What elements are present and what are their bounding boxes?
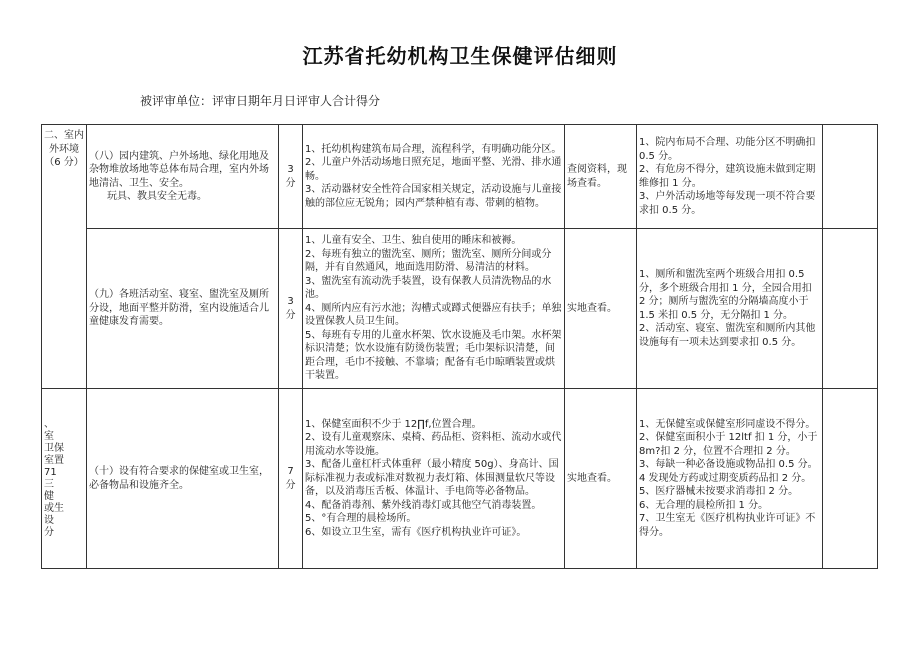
requirement-line: 2、设有儿童观察床、桌椅、药品柜、资料柜、流动水或代用流动水等设施。 [305,432,562,457]
score-cell: 3 分 [279,229,303,389]
table-row [42,229,878,389]
requirement-line: 2、儿童户外活动场地日照充足，地面平整、光滑、排水通畅。 [305,157,562,182]
requirement-line: 3、活动器材安全性符合国家相关规定，活动设施与儿童接触的部位应无锐角；园内严禁种植有毒、带刺的植物。 [305,184,562,209]
category-fragment: 71 [44,466,57,478]
deduction-line: 1、院内布局不合理、功能分区不明确扣 0.5 分。 [639,137,816,162]
deduction-cell [637,229,823,389]
requirement-line: 5、每班有专用的儿童水杯架、饮水设施及毛巾架。水杯架标识清楚；饮水设施有防烫伤装置；毛巾架标识清楚，间距合理，毛巾不接触、不靠墙；配备有毛巾晾晒装置或烘干装置。 [305,329,562,382]
requirement-line: 1、儿童有安全、卫生、独自使用的睡床和被褥。 [305,235,522,247]
requirement-line: 5、°有合理的晨检场所。 [305,513,417,525]
category-fragment: 、 [44,418,54,430]
item-cell [87,389,279,569]
item-text: （九）各班活动室、寝室、盥洗室及厕所分设，地面平整并防滑，室内设施适合儿童健康发育需要。 [89,289,269,328]
deduction-line: 1、厕所和盥洗室两个班级合用扣 0.5 分，多个班级合用扣 1 分，全园合用扣 2 分；厕所与盥洗室的分隔墙高度小于 1.5 米扣 0.5 分，无分隔扣 1 分。 [639,269,812,321]
requirement-line: 1、保健室面积不少于 12∏f,位置合理。 [305,418,482,430]
score-cell: 3 分 [279,125,303,229]
category-line: 外环境 [49,143,79,155]
score-result-cell [823,389,878,569]
method-cell: 实地查看。 [565,229,637,389]
category-line: 二、室内 [44,130,84,141]
score-result-cell [823,229,878,389]
score-cell: 7 分 [279,389,303,569]
document-title: 江苏省托幼机构卫生保健评估细则 [302,44,618,68]
category-line: （6 分） [44,157,84,168]
category-cell-health-room [42,389,87,569]
category-fragment: 健 [44,490,54,502]
item-cell [87,125,279,229]
category-fragment: 室置 [44,454,64,466]
category-fragment: 室 [44,430,54,442]
deduction-line: 2、保健室面积小于 12ltf 扣 1 分，小于 8m?扣 2 分，位置不合理扣 2 分。 [639,432,818,457]
category-cell-environment [42,125,87,389]
method-cell: 实地查看。 [565,389,637,569]
deduction-line: 6、无合理的晨检所扣 1 分。 [639,499,769,511]
deduction-line: 2、有危房不得分，建筑设施未做到定期维修扣 1 分。 [639,164,816,189]
requirement-line: 3、盥洗室有流动洗手装置，设有保教人员清洗物品的水池。 [305,275,552,301]
requirement-line: 6、如设立卫生室，需有《医疗机构执业许可证》。 [305,526,527,538]
category-fragment: 设 [44,514,54,526]
requirement-line: 4、厕所内应有污水池；沟槽式或蹲式便器应有扶手；单独设置保教人员卫生间。 [305,302,562,328]
requirements-cell [303,125,565,229]
requirement-line: 2、每班有独立的盥洗室、厕所；盥洗室、厕所分间或分隔，并有自然通风，地面选用防滑、易清洁的材料。 [305,248,552,274]
deduction-line: 3、每缺一种必备设施或物品扣 0.5 分。 [639,459,818,471]
item-text: （十）设有符合要求的保健室或卫生室，必备物品和设施齐全。 [89,466,269,491]
evaluation-header-line: 被评审单位：评审日期年月日评审人合计得分 [140,94,381,108]
category-fragment: 卫保 [44,442,64,454]
method-cell: 查阅资料，现场查看。 [565,125,637,229]
deduction-line: 5、医疗器械未按要求消毒扣 2 分。 [639,486,799,498]
requirements-cell [303,389,565,569]
deduction-cell [637,389,823,569]
requirement-line: 4、配备消毒剂、紫外线消毒灯或其他空气消毒装置。 [305,499,542,511]
deduction-line: 2、活动室、寝室、盥洗室和厕所内其他设施每有一项未达到要求扣 0.5 分。 [639,323,816,348]
deduction-line: 4 发现处方药或过期变质药品扣 2 分。 [639,472,812,484]
requirement-line: 1、托幼机构建筑布局合理，流程科学，有明确功能分区。 [305,143,562,155]
deduction-line: 1、无保健室或保健室形同虚设不得分。 [639,418,816,430]
category-fragment: 或生 [44,502,64,514]
table-row [42,389,878,569]
requirement-line: 3、配备儿童杠杆式体重秤（最小精度 50g）、身高计、国际标准视力表或标准对数视力表灯箱、体围测量软尺等设备，以及消毒压舌板、体温计、手电筒等必备物品。 [305,459,559,498]
deduction-line: 3、户外活动场地等每发现一项不符合要求扣 0.5 分。 [639,191,816,216]
score-result-cell [823,125,878,229]
deduction-cell [637,125,823,229]
item-text: 玩具、教具安全无毒。 [107,191,207,202]
evaluation-table [41,124,878,569]
item-cell [87,229,279,389]
deduction-line: 7、卫生室无《医疗机构执业许可证》不得分。 [639,513,816,538]
item-text: （八）园内建筑、户外场地、绿化用地及杂物堆放场地等总体布局合理，室内外场地清洁、卫生、安全。 [89,150,269,189]
table-row [42,125,878,229]
category-fragment: 分 [44,526,54,538]
requirements-cell [303,229,565,389]
category-fragment: 三 [44,478,54,490]
